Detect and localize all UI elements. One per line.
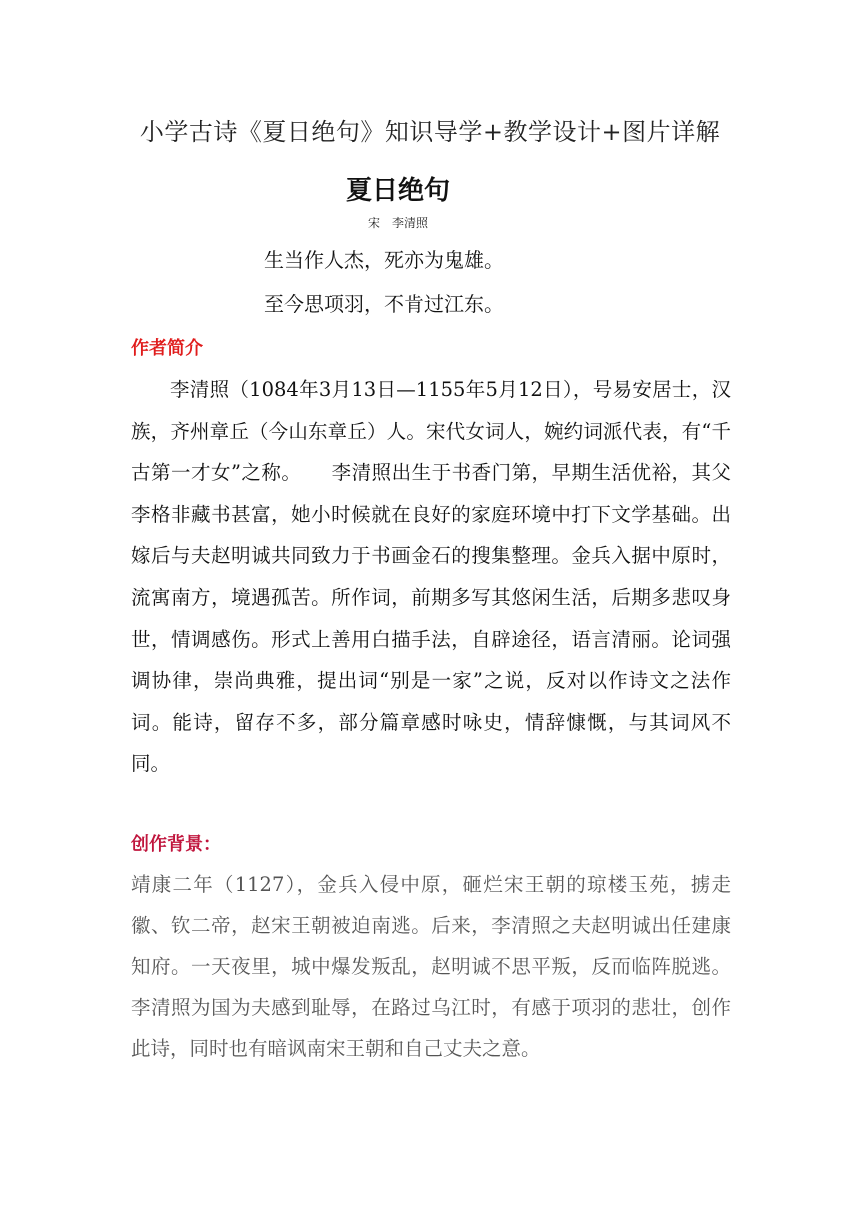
document-title: 小学古诗《夏日绝句》知识导学+教学设计+图片详解 <box>139 118 721 146</box>
poem-title: 夏日绝句 <box>345 176 450 206</box>
background-heading: 创作背景： <box>131 834 221 855</box>
poem-line-1: 生当作人杰，死亦为鬼雄。 <box>264 248 504 272</box>
author-intro-paragraph: 李清照（1084年3月13日—1155年5月12日），号易安居士，汉族，齐州章丘（今山东章丘）人。宋代女词人，婉约词派代表，有“千古第一才女”之称。 李清照出生于书香门第，早期生活优裕，其父李格非藏书甚富，她小时候就在良好的家庭环境中打下文学基础。出嫁后与夫赵明诚共同致力于书画金石的搜集整理。金兵入据中原时，流寓南方，境遇孤苦。所作词，前期多写其悠闲生活，后期多悲叹身世，情调感伤。形式上善用白描手法，自辟途径，语言清丽。论词强调协律，崇尚典雅，提出词“别是一家”之说，反对以作诗文之法作词。能诗，留存不多，部分篇章感时咏史，情辞慷慨，与其词风不同。 <box>131 378 731 776</box>
poem-line-2: 至今思项羽，不肯过江东。 <box>264 292 504 316</box>
author-intro-heading: 作者简介 <box>131 338 203 359</box>
background-paragraph: 靖康二年（1127），金兵入侵中原，砸烂宋王朝的琼楼玉苑，掳走徽、钦二帝，赵宋王朝被迫南逃。后来，李清照之夫赵明诚出任建康知府。一天夜里，城中爆发叛乱，赵明诚不思平叛，反而临阵脱逃。李清照为国为夫感到耻辱，在路过乌江时，有感于项羽的悲壮，创作此诗，同时也有暗讽南宋王朝和自己丈夫之意。 <box>131 873 731 1060</box>
poem-author: 宋 李清照 <box>367 216 428 230</box>
